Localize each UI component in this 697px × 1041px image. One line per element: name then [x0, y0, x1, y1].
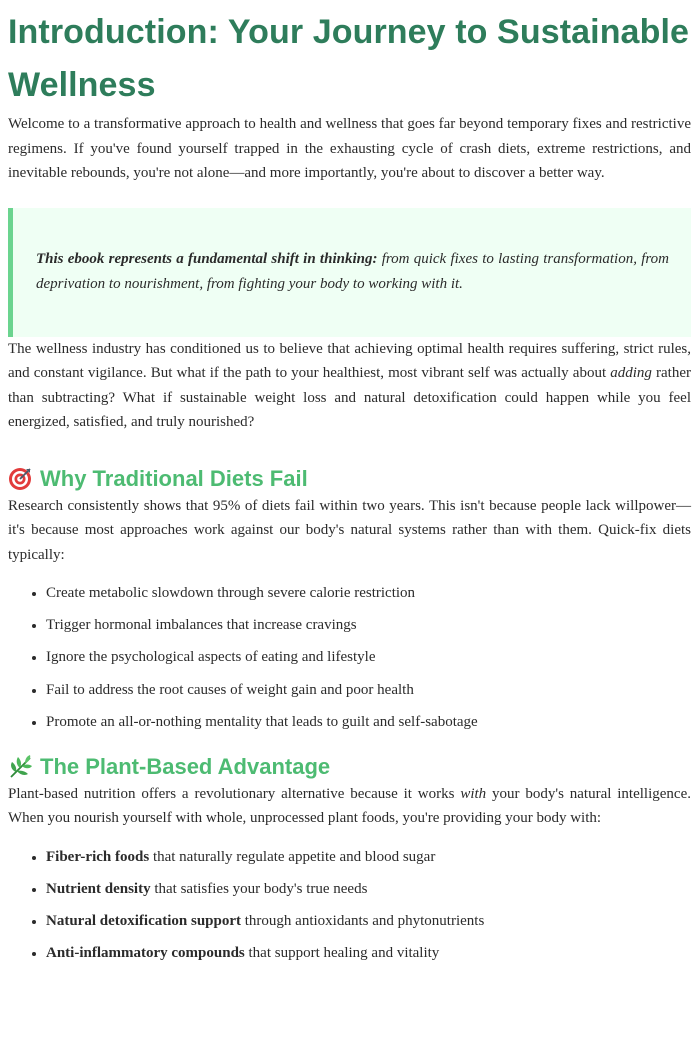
page-title: [8, 6, 691, 112]
callout-quote: [8, 208, 691, 337]
section2-para-after: your body's natural intelligence. When you nourish yourself with whole, unprocessed plant foods, you're providing your body with:: [8, 785, 691, 827]
list-item: • Fail to address the root causes of weight gain and poor health: [46, 680, 691, 700]
quote-text: [36, 247, 669, 297]
section-heading-plant: [8, 752, 691, 782]
list-item: • Create metabolic slowdown through severe calorie restriction: [46, 583, 691, 603]
benefit-bold: Natural detoxification support: [46, 913, 241, 930]
list-item: [46, 911, 691, 931]
quote-bold: This ebook represents a fundamental shift in thinking:: [36, 250, 378, 267]
plant-benefits-list: [8, 847, 691, 964]
section2-paragraph: [8, 782, 691, 831]
list-item: [46, 943, 691, 963]
herb-icon: [8, 754, 34, 780]
benefit-rest: through antioxidants and phytonutrients: [241, 913, 485, 930]
benefit-rest: that support healing and vitality: [244, 945, 440, 962]
quote-rest: from quick fixes to lasting transformation, from deprivation to nourishment, from fighting your body to working with it.: [36, 250, 669, 292]
section-heading-diets: [8, 464, 691, 494]
target-icon: [8, 467, 32, 491]
section2-para-emphasis: with: [460, 785, 487, 802]
benefit-rest: that satisfies your body's true needs: [150, 880, 368, 897]
benefit-rest: that naturally regulate appetite and blood sugar: [149, 848, 436, 865]
list-item: [46, 847, 691, 867]
intro-paragraph: Welcome to a transformative approach to health and wellness that goes far beyond temporary fixes and restrictive regimens. If you've found yourself trapped in the exhausting cycle of crash diets, extreme restrictions, and inevitable rebounds, you're not alone—and more importantly, you're about to discover a better way.: [8, 116, 691, 181]
section2-para-before: Plant-based nutrition offers a revolutionary alternative because it works: [8, 785, 461, 802]
paragraph-industry: [8, 337, 691, 435]
list-item: • Promote an all-or-nothing mentality that leads to guilt and self-sabotage: [46, 712, 691, 732]
para2-emphasis: adding: [610, 365, 652, 381]
list-item: [46, 879, 691, 899]
diet-failures-list: [8, 583, 691, 732]
para2-before: The wellness industry has conditioned us to believe that achieving optimal health requires suffering, strict rules, and constant vigilance. But what if the path to your healthiest, most vibrant self was actually about: [8, 340, 691, 381]
benefit-bold: Anti-inflammatory compounds: [46, 945, 245, 962]
title-line-1: Introduction: Your Journey to Sustainable: [8, 13, 689, 51]
benefit-bold: Fiber-rich foods: [46, 848, 150, 865]
title-line-2: Wellness: [8, 66, 156, 104]
section2-heading-text: The Plant-Based Advantage: [40, 753, 331, 779]
section1-paragraph: Research consistently shows that 95% of diets fail within two years. This isn't because people lack willpower—it's because most approaches work against our body's natural systems rather than with them. Quick-fix diets typically:: [8, 497, 691, 563]
list-item: • Ignore the psychological aspects of eating and lifestyle: [46, 647, 691, 667]
para2-after: rather than subtracting? What if sustainable weight loss and natural detoxification could happen while you feel energized, satisfied, and truly nourished?: [8, 365, 691, 430]
section1-heading-text: Why Traditional Diets Fail: [40, 465, 308, 491]
list-item: • Trigger hormonal imbalances that increase cravings: [46, 615, 691, 635]
benefit-bold: Nutrient density: [46, 880, 151, 897]
ebook-page: [0, 6, 697, 963]
